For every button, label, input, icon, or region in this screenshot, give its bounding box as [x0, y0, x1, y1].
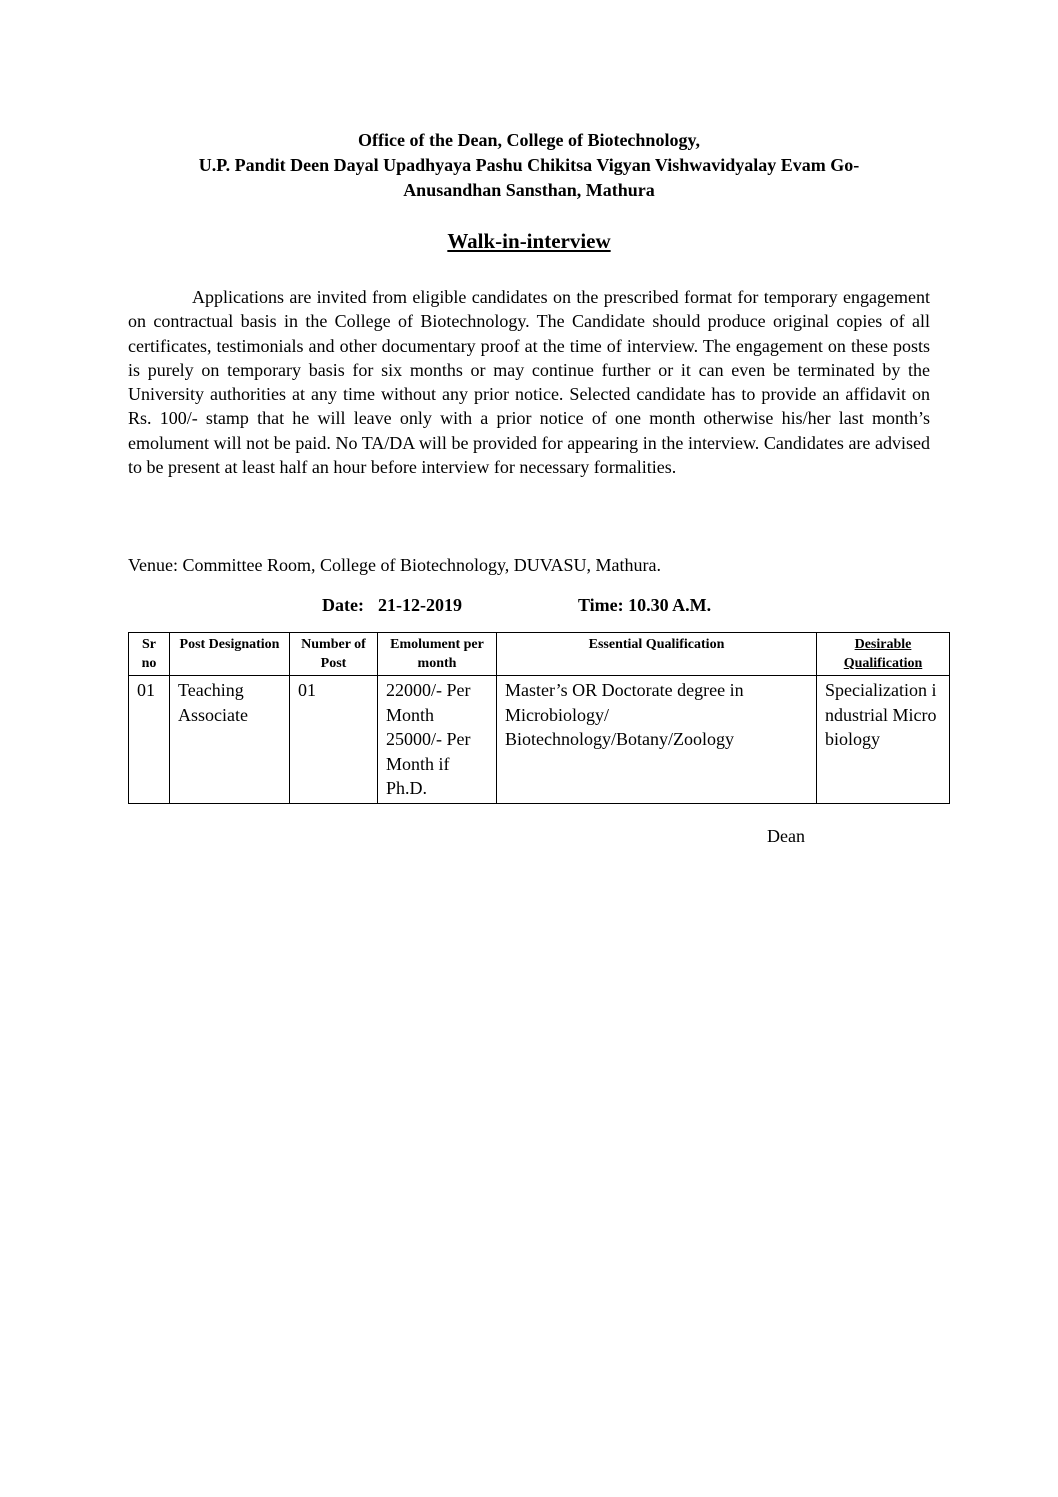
notice-body-paragraph: Applications are invited from eligible candidates on the prescribed format for temporary engagement on contractual basis in the College of Biotechnology. The Candidate should produce original copies of all certificates, testimonials and other documentary proof at the time of interview. The engagement on these posts is purely on temporary basis for six months or may continue further or it can even be terminated by the University authorities at any time without any prior notice. Selected candidate has to provide an affidavit on Rs. 100/- stamp that he will leave only with a prior notice of one month otherwise his/her last month’s emolument will not be paid. No TA/DA will be provided for appearing in the interview. Candidates are advised to be present at least half an hour before interview for necessary formalities. — [128, 287, 930, 478]
header-desirable-qualification: Desirable Qualification — [817, 633, 950, 676]
cell-desirable-qualification: Specialization industrial Microbiology — [817, 676, 950, 804]
header-line-3: Anusandhan Sansthan, Mathura — [403, 180, 655, 200]
cell-post-designation: Teaching Associate — [170, 676, 290, 804]
header-line-2: U.P. Pandit Deen Dayal Upadhyaya Pashu Chikitsa Vigyan Vishwavidyalay Evam Go- — [198, 155, 860, 175]
header-sr-no: Sr no — [129, 633, 170, 676]
date-label: Date: — [322, 595, 364, 615]
header-line-1: Office of the Dean, College of Biotechnology, — [358, 130, 700, 150]
time-value: Time: 10.30 A.M. — [578, 595, 712, 615]
header-emolument: Emolument per month — [378, 633, 497, 676]
office-header — [128, 128, 930, 203]
date-value: 21-12-2019 — [378, 595, 462, 615]
header-post-designation: Post Designation — [170, 633, 290, 676]
cell-essential-qualification: Master’s OR Doctorate degree in Microbiology/ Biotechnology/Botany/Zoology — [497, 676, 817, 804]
notice-title: Walk-in-interview — [447, 229, 611, 253]
venue-line: Venue: Committee Room, College of Biotechnology, DUVASU, Mathura. — [128, 555, 661, 575]
header-essential-qualification: Essential Qualification — [497, 633, 817, 676]
cell-emolument: 22000/- Per Month 25000/- Per Month if Ph.D. — [378, 676, 497, 804]
posts-table — [128, 632, 950, 804]
cell-number-of-post: 01 — [290, 676, 378, 804]
signature-dean: Dean — [767, 826, 805, 846]
header-number-of-post: Number of Post — [290, 633, 378, 676]
table-header-row — [129, 633, 950, 676]
table-row — [129, 676, 950, 804]
cell-sr-no: 01 — [129, 676, 170, 804]
date-time-line — [322, 593, 711, 617]
